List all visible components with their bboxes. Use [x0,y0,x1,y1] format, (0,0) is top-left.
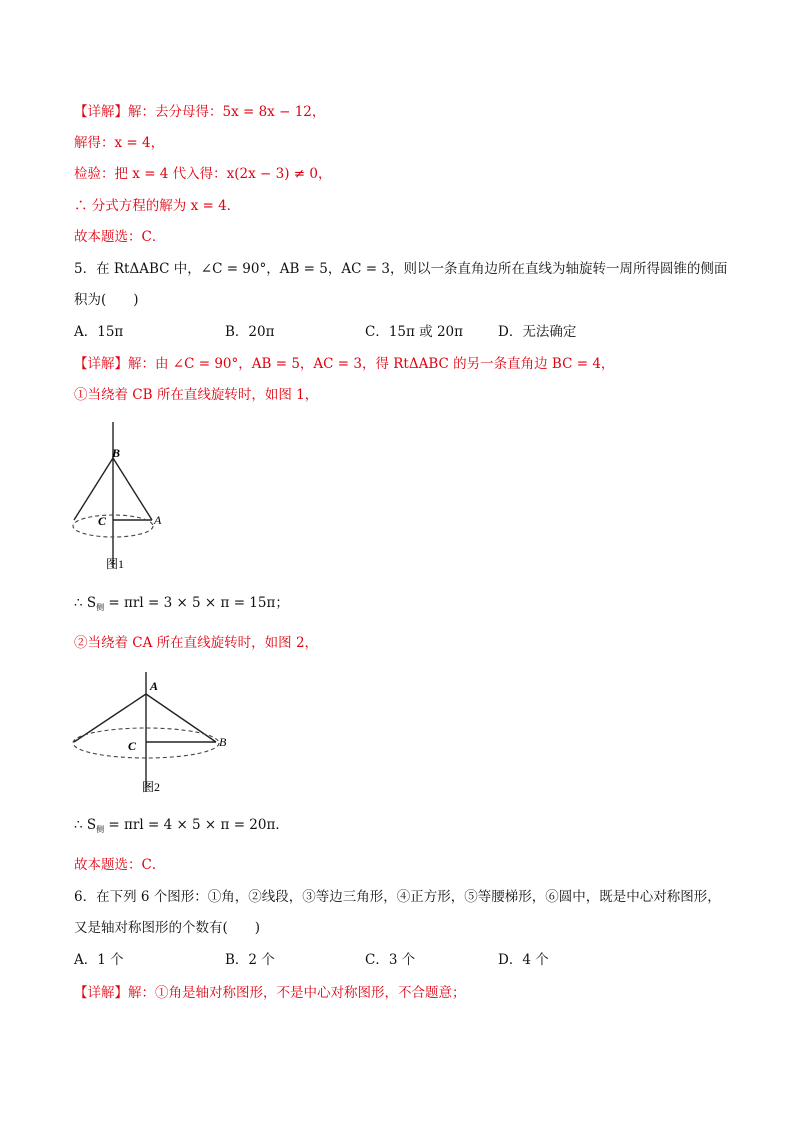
fig2-label-b: B [219,735,227,749]
question-6-stem-cont: 又是轴对称图形的个数有( ) [74,920,261,936]
question-6-stem: 6．在下列 6 个图形：①角，②线段，③等边三角形，④正方形，⑤等腰梯形，⑥圆中，既是中心对称图形， [74,889,721,905]
figure-1-cone [66,418,176,578]
q6-option-c: C．3 个 [365,952,416,968]
fig1-label-c: C [98,514,107,528]
fig1-caption: 图1 [106,557,125,571]
answer-line-5: 故本题选：C． [74,857,166,873]
q6-detail: 【详解】解：①角是轴对称图形，不是中心对称图形，不合题意； [74,985,466,1001]
s1-formula: ∴ $S_侧 = \pi rl = 3 \times 5 \times \pi = 15\pi$； [74,595,289,612]
question-5-stem-cont: 积为( ) [74,292,139,308]
figure-2-cone [66,668,236,798]
q5-option-b: B．20π [225,324,275,340]
s2-formula: ∴ $S_侧 = \pi rl = 4 \times 5 \times \pi = 20\pi$． [74,817,289,834]
fig2-caption: 图2 [142,780,161,794]
detail-line-1: 【详解】解：去分母得：5x = 8x − 12， [74,104,326,120]
q5-option-a: A．15π [74,324,124,340]
q5-option-c: C．15π 或 20π [365,324,464,340]
fig1-label-b: B [112,446,121,460]
fig2-label-a: A [150,679,159,693]
detail-line-3: 检验：把 x = 4 代入得：x(2x − 3) ≠ 0， [74,166,332,182]
detail-line-2: 解得：x = 4， [74,135,165,151]
answer-line-4: 故本题选：C． [74,229,166,245]
fig2-label-c: C [128,739,137,753]
fig1-label-a: A [154,513,162,527]
q5-detail: 【详解】解：由 ∠C = 90°，AB = 5，AC = 3，得 RtΔABC 的另一条直角边 BC = 4， [74,356,615,372]
q5-option-d: D．无法确定 [498,324,577,340]
q6-option-a: A．1 个 [74,952,124,968]
q5-case-2: ②当绕着 CA 所在直线旋转时，如图 2， [74,635,319,651]
question-5-stem: 5．在 RtΔABC 中，∠C = 90°，AB = 5，AC = 3，则以一条直角边所在直线为轴旋转一周所得圆锥的侧面 [74,261,728,277]
q6-option-d: D．4 个 [498,952,549,968]
q6-option-b: B．2 个 [225,952,275,968]
q5-case-1: ①当绕着 CB 所在直线旋转时，如图 1， [74,387,319,403]
detail-line-4: ∴ 分式方程的解为 x = 4． [74,198,241,214]
